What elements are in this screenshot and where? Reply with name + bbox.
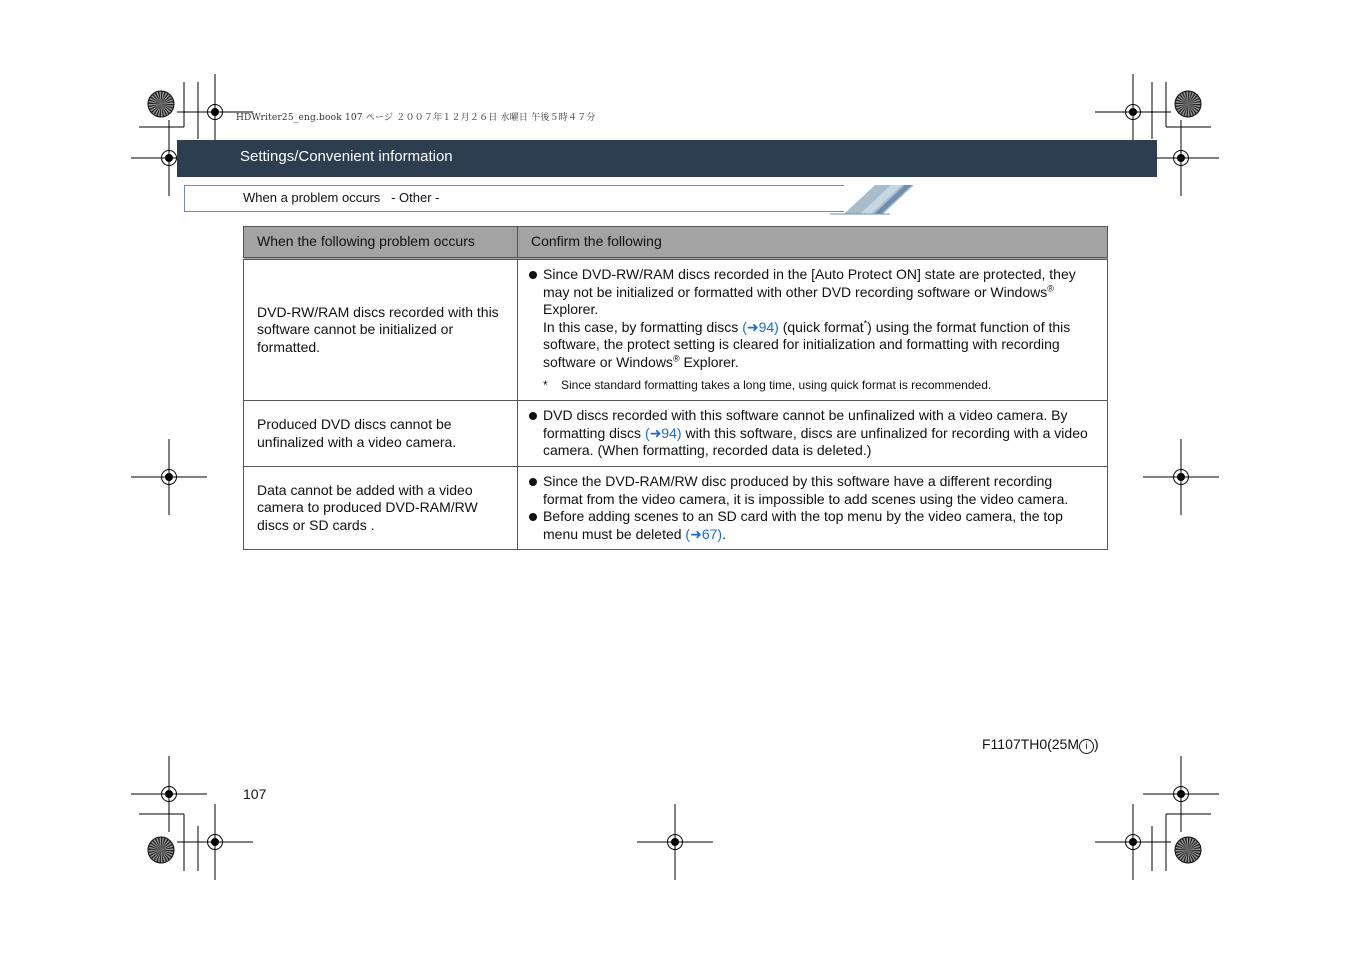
bullet-text: In this case, by formatting discs xyxy=(543,318,743,335)
subsection-stripes xyxy=(830,185,920,215)
document-code-close: ) xyxy=(1094,736,1099,752)
bullet-list xyxy=(528,407,1093,460)
registration-mark-icon xyxy=(637,804,713,880)
registration-mark-icon xyxy=(1095,804,1171,880)
problem-cell xyxy=(244,466,518,549)
bullet-icon xyxy=(529,271,537,279)
document-code-text: F1107TH0(25M xyxy=(982,736,1080,752)
bullet-text: with this software, discs are unfinalized for recording with a video camera. (When formatting, recorded data is deleted.) xyxy=(543,424,1088,459)
table-row xyxy=(244,401,1108,467)
bullet-text: DVD discs recorded with this software cannot be unfinalized with a video camera. By formatting discs xyxy=(543,407,1068,441)
problem-text: Produced DVD discs cannot be unfinalized with a video camera. xyxy=(257,415,457,450)
problem-cell xyxy=(244,401,518,467)
footnote-mark: * xyxy=(543,377,548,392)
footnote-asterisk: * xyxy=(863,318,868,329)
column-header-confirm: Confirm the following xyxy=(518,227,1108,259)
troubleshooting-table xyxy=(243,226,1108,550)
list-item xyxy=(528,407,1093,460)
bullet-text: Since the DVD-RAM/RW disc produced by this software have a different recording format from the video camera, it is impossible to add scenes using the video camera. xyxy=(543,472,1069,507)
confirm-cell xyxy=(518,466,1108,549)
bullet-text: ) using the format function of this software, the protect setting is cleared for initialization and formatting with recording software or Windows xyxy=(543,318,1071,370)
star-target-icon xyxy=(148,837,174,863)
problem-text: Data cannot be added with a video camera to produced DVD-RAM/RW discs or SD cards . xyxy=(257,481,478,533)
list-item xyxy=(528,473,1093,508)
page-number: 107 xyxy=(243,786,267,802)
subsection-title: When a problem occurs - Other - xyxy=(243,190,440,205)
table-row xyxy=(244,466,1108,549)
circled-letter: i xyxy=(1079,739,1094,754)
registered-mark: ® xyxy=(1047,282,1054,293)
registration-mark-icon xyxy=(1143,756,1219,832)
bullet-icon xyxy=(529,478,537,486)
footnote-text: Since standard formatting takes a long time, using quick format is recommended. xyxy=(561,377,992,392)
bullet-list xyxy=(528,266,1093,372)
footnote xyxy=(528,377,1093,395)
table-header-row xyxy=(244,227,1108,259)
subsection-header xyxy=(184,185,844,212)
column-header-problem: When the following problem occurs xyxy=(244,227,518,259)
registration-mark-icon xyxy=(1095,74,1171,150)
list-item xyxy=(528,266,1093,372)
bullet-text: Explorer. xyxy=(543,301,599,318)
confirm-cell xyxy=(518,401,1108,467)
document-code xyxy=(982,736,1099,754)
star-target-icon xyxy=(148,91,174,117)
bullet-list xyxy=(528,473,1093,543)
bullet-text: . xyxy=(722,525,726,542)
page-link-94[interactable]: (➜94) xyxy=(742,318,779,335)
section-title: Settings/Convenient information xyxy=(240,148,453,165)
star-target-icon xyxy=(1175,837,1201,863)
page-link-67[interactable]: (➜67) xyxy=(685,525,723,542)
problem-cell xyxy=(244,259,518,401)
bullet-text: Before adding scenes to an SD card with the top menu by the video camera, the top menu must be deleted xyxy=(543,508,1063,542)
bullet-text: Since DVD-RW/RAM discs recorded in the [Auto Protect ON] state are protected, they may not be initialized or formatted with other DVD recording software or Windows xyxy=(543,266,1076,300)
registered-mark: ® xyxy=(672,353,680,364)
list-item xyxy=(528,508,1093,543)
registration-mark-icon xyxy=(131,756,207,832)
bullet-text: (quick format xyxy=(778,318,864,335)
bullet-icon xyxy=(529,412,537,420)
bullet-text: Explorer. xyxy=(679,353,739,370)
registration-mark-icon xyxy=(131,439,207,515)
print-header: HDWriter25_eng.book 107 ページ ２００７年１２月２６日 水曜日 午後５時４７分 xyxy=(236,113,596,123)
confirm-cell xyxy=(518,259,1108,401)
bullet-icon xyxy=(529,513,537,521)
registration-mark-icon xyxy=(177,804,253,880)
section-header-bar xyxy=(177,140,1157,177)
problem-text: DVD-RW/RAM discs recorded with this software cannot be initialized or formatted. xyxy=(257,303,499,355)
table-row xyxy=(244,259,1108,401)
star-target-icon xyxy=(1175,91,1201,117)
registration-mark-icon xyxy=(1143,439,1219,515)
page-link-94[interactable]: (➜94) xyxy=(644,424,682,441)
